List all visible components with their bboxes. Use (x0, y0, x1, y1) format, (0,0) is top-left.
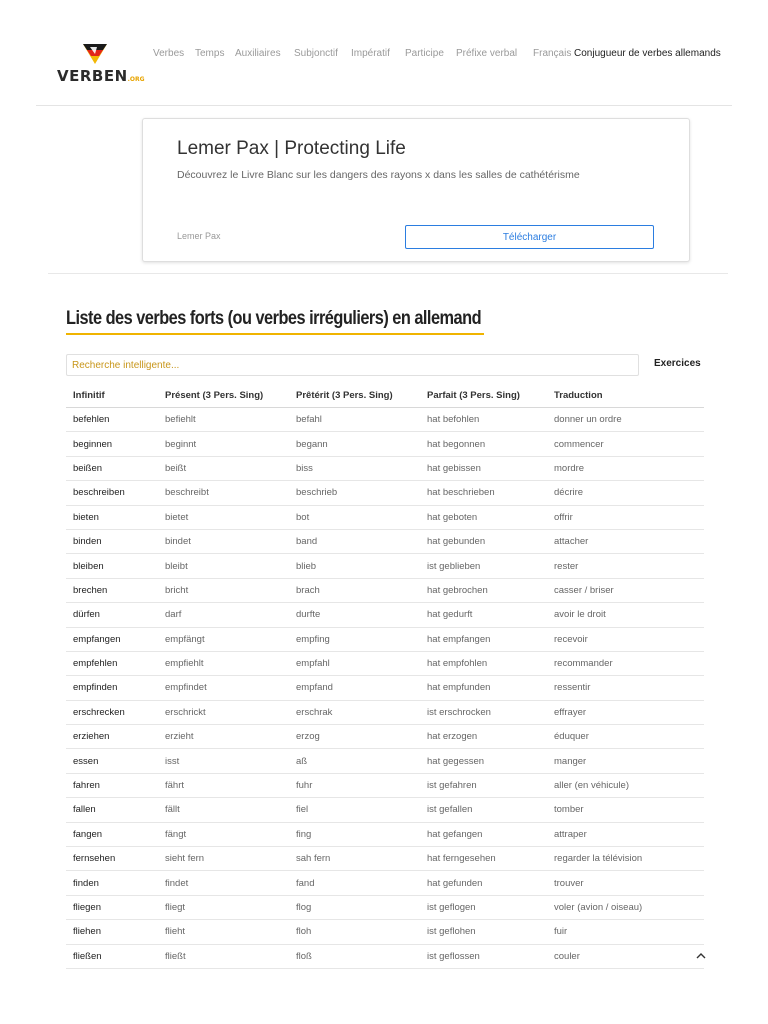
cell-infinitif[interactable]: beschreiben (66, 481, 158, 505)
search-input[interactable] (66, 354, 639, 376)
cell-infinitif[interactable]: befehlen (66, 408, 158, 432)
cell-preterit: flog (289, 895, 420, 919)
cell-parfait: hat begonnen (420, 432, 547, 456)
table-row[interactable] (66, 773, 704, 797)
header-traduction: Traduction (547, 383, 704, 408)
cell-present: fällt (158, 798, 289, 822)
table-row[interactable] (66, 920, 704, 944)
cell-preterit: floh (289, 920, 420, 944)
table-header-row (66, 383, 704, 408)
cell-present: empfindet (158, 676, 289, 700)
cell-parfait: hat ferngesehen (420, 847, 547, 871)
cell-traduction: mordre (547, 456, 704, 480)
verbs-table (66, 383, 704, 969)
chevron-up-icon (696, 952, 706, 959)
cell-parfait: hat erzogen (420, 725, 547, 749)
cell-infinitif[interactable]: dürfen (66, 603, 158, 627)
cell-infinitif[interactable]: bleiben (66, 554, 158, 578)
cell-present: beginnt (158, 432, 289, 456)
cell-present: bleibt (158, 554, 289, 578)
cell-preterit: band (289, 529, 420, 553)
cell-preterit: begann (289, 432, 420, 456)
cell-parfait: ist geflossen (420, 944, 547, 968)
cell-traduction: attacher (547, 529, 704, 553)
cell-infinitif[interactable]: fangen (66, 822, 158, 846)
cell-preterit: erschrak (289, 700, 420, 724)
cell-traduction: rester (547, 554, 704, 578)
cell-present: befiehlt (158, 408, 289, 432)
cell-parfait: ist erschrocken (420, 700, 547, 724)
cell-traduction: recommander (547, 651, 704, 675)
cell-preterit: durfte (289, 603, 420, 627)
cell-infinitif[interactable]: empfehlen (66, 651, 158, 675)
cell-present: fließt (158, 944, 289, 968)
cell-parfait: hat gefangen (420, 822, 547, 846)
cell-traduction: regarder la télévision (547, 847, 704, 871)
cell-infinitif[interactable]: bieten (66, 505, 158, 529)
cell-parfait: hat befohlen (420, 408, 547, 432)
page-title: Liste des verbes forts (ou verbes irréguliers) en allemand (66, 308, 482, 329)
cell-parfait: hat gedurft (420, 603, 547, 627)
table-row[interactable] (66, 700, 704, 724)
exercises-link[interactable]: Exercices (654, 358, 701, 369)
cell-traduction: ressentir (547, 676, 704, 700)
table-row[interactable] (66, 651, 704, 675)
cell-present: fängt (158, 822, 289, 846)
cell-present: empfiehlt (158, 651, 289, 675)
table-row[interactable] (66, 725, 704, 749)
cell-infinitif[interactable]: essen (66, 749, 158, 773)
site-header (0, 0, 768, 106)
cell-present: beißt (158, 456, 289, 480)
table-row[interactable] (66, 822, 704, 846)
cell-parfait: ist geflohen (420, 920, 547, 944)
cell-parfait: hat gebunden (420, 529, 547, 553)
cell-preterit: biss (289, 456, 420, 480)
cell-parfait: hat empfohlen (420, 651, 547, 675)
cell-preterit: empfahl (289, 651, 420, 675)
cell-infinitif[interactable]: fliehen (66, 920, 158, 944)
nav-item-prefixe-verbal[interactable]: Préfixe verbal (456, 48, 518, 59)
logo-text: VERBEN.ORG (57, 67, 145, 85)
cell-infinitif[interactable]: finden (66, 871, 158, 895)
cell-traduction: commencer (547, 432, 704, 456)
cell-infinitif[interactable]: fallen (66, 798, 158, 822)
cell-parfait: hat gebissen (420, 456, 547, 480)
table-row[interactable] (66, 798, 704, 822)
cell-traduction: éduquer (547, 725, 704, 749)
ad-download-button[interactable]: Télécharger (405, 225, 654, 249)
cell-preterit: brach (289, 578, 420, 602)
cell-preterit: aß (289, 749, 420, 773)
cell-present: erschrickt (158, 700, 289, 724)
table-row[interactable] (66, 847, 704, 871)
cell-preterit: empfand (289, 676, 420, 700)
cell-infinitif[interactable]: beginnen (66, 432, 158, 456)
cell-infinitif[interactable]: erziehen (66, 725, 158, 749)
cell-traduction: recevoir (547, 627, 704, 651)
table-row[interactable] (66, 944, 704, 968)
cell-preterit: floß (289, 944, 420, 968)
cell-preterit: fiel (289, 798, 420, 822)
cell-traduction: attraper (547, 822, 704, 846)
nav-item-temps[interactable]: Temps (195, 48, 225, 59)
table-row[interactable] (66, 456, 704, 480)
cell-preterit: beschrieb (289, 481, 420, 505)
nav-item-auxiliaires[interactable]: Auxiliaires (235, 48, 281, 59)
table-row[interactable] (66, 895, 704, 919)
ad-card[interactable] (142, 118, 690, 262)
cell-infinitif[interactable]: brechen (66, 578, 158, 602)
cell-present: empfängt (158, 627, 289, 651)
cell-parfait: hat empfangen (420, 627, 547, 651)
cell-present: bindet (158, 529, 289, 553)
cell-present: bietet (158, 505, 289, 529)
header-present: Présent (3 Pers. Sing) (158, 383, 289, 408)
cell-infinitif[interactable]: fließen (66, 944, 158, 968)
section-divider (48, 273, 728, 274)
cell-preterit: fing (289, 822, 420, 846)
cell-traduction: décrire (547, 481, 704, 505)
cell-traduction: manger (547, 749, 704, 773)
nav-item-francais[interactable]: Français (533, 48, 572, 59)
cell-traduction: effrayer (547, 700, 704, 724)
cell-infinitif[interactable]: beißen (66, 456, 158, 480)
table-row[interactable] (66, 408, 704, 432)
cell-parfait: hat gebrochen (420, 578, 547, 602)
cell-present: isst (158, 749, 289, 773)
cell-traduction: voler (avion / oiseau) (547, 895, 704, 919)
cell-infinitif[interactable]: fahren (66, 773, 158, 797)
ad-description: Découvrez le Livre Blanc sur les dangers des rayons x dans les salles de cathétérisme (177, 169, 580, 181)
scroll-to-top-button[interactable] (694, 948, 708, 962)
cell-parfait: ist geblieben (420, 554, 547, 578)
table-row[interactable] (66, 481, 704, 505)
cell-traduction: couler (547, 944, 704, 968)
verben-logo-icon (81, 42, 109, 66)
cell-preterit: blieb (289, 554, 420, 578)
cell-preterit: bot (289, 505, 420, 529)
cell-parfait: hat empfunden (420, 676, 547, 700)
table-row[interactable] (66, 578, 704, 602)
table-row[interactable] (66, 432, 704, 456)
cell-present: fliegt (158, 895, 289, 919)
ad-brand: Lemer Pax (177, 231, 221, 241)
cell-preterit: fuhr (289, 773, 420, 797)
cell-preterit: fand (289, 871, 420, 895)
cell-traduction: casser / briser (547, 578, 704, 602)
cell-parfait: hat beschrieben (420, 481, 547, 505)
cell-infinitif[interactable]: fliegen (66, 895, 158, 919)
cell-traduction: aller (en véhicule) (547, 773, 704, 797)
cell-present: darf (158, 603, 289, 627)
cell-present: bricht (158, 578, 289, 602)
cell-present: findet (158, 871, 289, 895)
cell-present: erzieht (158, 725, 289, 749)
cell-parfait: hat gegessen (420, 749, 547, 773)
cell-preterit: empfing (289, 627, 420, 651)
table-row[interactable] (66, 749, 704, 773)
cell-parfait: ist geflogen (420, 895, 547, 919)
cell-traduction: donner un ordre (547, 408, 704, 432)
table-row[interactable] (66, 505, 704, 529)
cell-present: sieht fern (158, 847, 289, 871)
table-row[interactable] (66, 676, 704, 700)
table-row[interactable] (66, 603, 704, 627)
cell-present: beschreibt (158, 481, 289, 505)
nav-item-verbes[interactable]: Verbes (153, 48, 185, 59)
site-logo[interactable] (57, 42, 145, 86)
table-row[interactable] (66, 627, 704, 651)
header-parfait: Parfait (3 Pers. Sing) (420, 383, 547, 408)
header-infinitif: Infinitif (66, 383, 158, 408)
cell-traduction: trouver (547, 871, 704, 895)
cell-parfait: hat geboten (420, 505, 547, 529)
nav-item-imperatif[interactable]: Impératif (351, 48, 390, 59)
table-row[interactable] (66, 554, 704, 578)
cell-infinitif[interactable]: empfinden (66, 676, 158, 700)
table-row[interactable] (66, 871, 704, 895)
header-preterit: Prêtérit (3 Pers. Sing) (289, 383, 420, 408)
cell-preterit: erzog (289, 725, 420, 749)
cell-infinitif[interactable]: erschrecken (66, 700, 158, 724)
cell-infinitif[interactable]: fernsehen (66, 847, 158, 871)
site-title[interactable]: Conjugueur de verbes allemands (574, 48, 721, 59)
cell-traduction: tomber (547, 798, 704, 822)
cell-parfait: ist gefahren (420, 773, 547, 797)
cell-parfait: ist gefallen (420, 798, 547, 822)
ad-title[interactable]: Lemer Pax | Protecting Life (177, 138, 406, 159)
title-underline (66, 333, 484, 335)
cell-present: fährt (158, 773, 289, 797)
cell-preterit: sah fern (289, 847, 420, 871)
nav-item-subjonctif[interactable]: Subjonctif (294, 48, 338, 59)
cell-traduction: fuir (547, 920, 704, 944)
cell-traduction: offrir (547, 505, 704, 529)
nav-item-participe[interactable]: Participe (405, 48, 444, 59)
cell-preterit: befahl (289, 408, 420, 432)
logo-suffix: .ORG (127, 76, 145, 83)
cell-parfait: hat gefunden (420, 871, 547, 895)
header-divider (36, 105, 732, 106)
cell-present: flieht (158, 920, 289, 944)
cell-traduction: avoir le droit (547, 603, 704, 627)
cell-infinitif[interactable]: empfangen (66, 627, 158, 651)
table-row[interactable] (66, 529, 704, 553)
cell-infinitif[interactable]: binden (66, 529, 158, 553)
